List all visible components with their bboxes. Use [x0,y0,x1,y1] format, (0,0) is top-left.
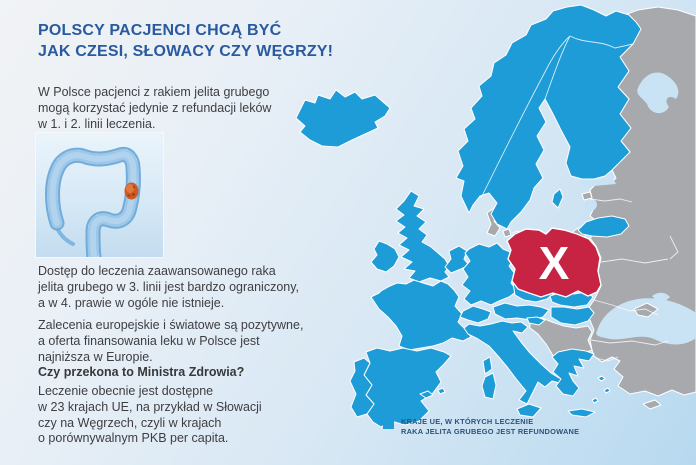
colon-illustration [36,133,163,257]
paragraph-refunding-lines: W Polsce pacjenci z rakiem jelita grubego mogą korzystać jedynie z refundacji leków w 1. i 2. linii leczenia. [38,85,272,131]
country-spain [364,348,451,427]
country-austria [493,303,549,320]
country-germany [462,243,517,305]
poland-x-marker: X [538,237,570,289]
country-iceland [296,90,390,147]
island-crete [568,409,595,417]
large-intestine [53,154,134,257]
map-blue-eu-regions [296,5,641,427]
country-france [371,280,471,350]
island-corsica [483,357,492,374]
title-line-2: JAK CZESI, SŁOWACY CZY WĘGRZY! [38,42,334,60]
paragraph-advanced-treatment: Dostęp do leczenia zaawansowanego raka jelita grubego w 3. linii jest bardzo ograniczony, a w 4. prawie w ogóle nie istnieje. [38,264,300,310]
island-sardinia [482,373,496,399]
minister-question: Czy przekona to Ministra Zdrowia? [38,365,245,380]
paragraph-availability: Leczenie obecnie jest dostępne w 23 krajach UE, na przykład w Słowacji czy na Węgrzech, czyli w krajach o porównywalnym PKB per capita. [38,384,262,446]
legend-color-swatch [383,418,394,429]
region-cyprus [643,400,661,409]
country-greece [552,349,594,396]
colon-svg [36,133,163,257]
map-legend [383,417,579,436]
title-line-1: POLSCY PACJENCI CHCĄ BYĆ [38,22,282,39]
country-hungary [551,307,594,325]
island-sicily [517,404,541,417]
country-lithuania [578,216,629,237]
paragraph-recommendations: Zalecenia europejskie i światowe są pozytywne, a oferta finansowania leku w Polsce jest najniższa w Europie. Czy przekona to Ministra Zdrowia? [38,318,304,380]
legend-label: KRAJE UE, W KTÓRYCH LECZENIE RAKA JELITA GRUBEGO JEST REFUNDOWANE [401,417,580,436]
page-title [38,21,333,62]
tumor [125,183,139,200]
country-ireland [371,241,399,272]
country-uk [396,191,449,282]
country-switzerland [460,306,491,323]
